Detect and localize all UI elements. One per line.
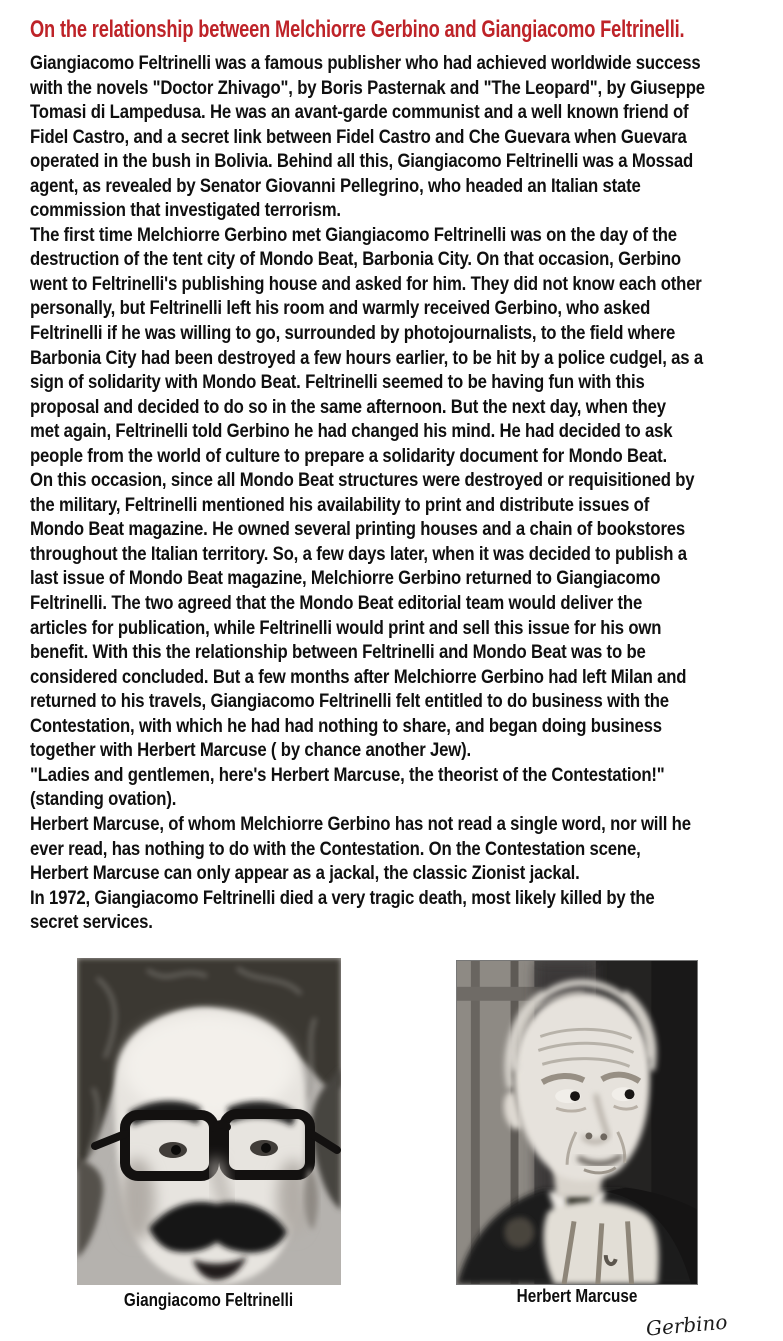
body-line: Tomasi di Lampedusa. He was an avant-garde communist and a well known friend of — [30, 102, 689, 124]
marcuse-photo — [456, 960, 698, 1285]
body-line: secret services. — [30, 912, 153, 934]
marcuse-caption — [456, 1286, 698, 1307]
body-line: ever read, has nothing to do with the Contestation. On the Contestation scene, — [30, 838, 641, 860]
body-line: sign of solidarity with Mondo Beat. Feltrinelli seemed to be having fun with this — [30, 372, 645, 394]
body-line: Feltrinelli if he was willing to go, surrounded by photojournalists, to the field where — [30, 323, 676, 345]
marcuse-caption-text: Herbert Marcuse — [516, 1286, 638, 1306]
body-line: "Ladies and gentlemen, here's Herbert Marcuse, the theorist of the Contestation!" — [30, 764, 665, 786]
body-line: last issue of Mondo Beat magazine, Melchiorre Gerbino returned to Giangiacomo — [30, 568, 661, 590]
body-line: The first time Melchiorre Gerbino met Giangiacomo Feltrinelli was on the day of the — [30, 224, 677, 246]
body-line: personally, but Feltrinelli left his room and warmly received Gerbino, who asked — [30, 298, 651, 320]
body-line: articles for publication, while Feltrinelli would print and sell this issue for his own — [30, 617, 662, 639]
body-line: returned to his travels, Giangiacomo Feltrinelli felt entitled to do business with the — [30, 691, 669, 713]
body-line: benefit. With this the relationship between Feltrinelli and Mondo Beat was to be — [30, 642, 646, 664]
body-line: Fidel Castro, and a secret link between Fidel Castro and Che Guevara when Guevara — [30, 126, 687, 148]
body-line: throughout the Italian territory. So, a few days later, when it was decided to publish a — [30, 543, 687, 565]
body-line: considered concluded. But a few months after Melchiorre Gerbino had left Milan and — [30, 666, 687, 688]
body-line: (standing ovation). — [30, 789, 177, 811]
feltrinelli-portrait-illustration — [77, 958, 341, 1285]
feltrinelli-photo — [77, 958, 341, 1285]
body-line: Feltrinelli. The two agreed that the Mondo Beat editorial team would deliver the — [30, 593, 643, 615]
body-line: with the novels "Doctor Zhivago", by Boris Pasternak and "The Leopard", by Giuseppe — [30, 77, 705, 99]
body-line: the military, Feltrinelli mentioned his availability to print and distribute issues of — [30, 494, 650, 516]
body-line: Herbert Marcuse, of whom Melchiorre Gerbino has not read a single word, nor will he — [30, 813, 691, 835]
marcuse-portrait-illustration — [457, 961, 697, 1284]
body-line: Herbert Marcuse can only appear as a jackal, the classic Zionist jackal. — [30, 863, 580, 885]
body-line: On this occasion, since all Mondo Beat structures were destroyed or requisitioned by — [30, 470, 695, 492]
body-line: proposal and decided to do so in the same afternoon. But the next day, when they — [30, 396, 666, 418]
page-title: On the relationship between Melchiorre Gerbino and Giangiacomo Feltrinelli. — [30, 16, 685, 43]
body-line: In 1972, Giangiacomo Feltrinelli died a very tragic death, most likely killed by the — [30, 887, 655, 909]
body-line: met again, Feltrinelli told Gerbino he had changed his mind. He had decided to ask — [30, 421, 673, 443]
body-line: together with Herbert Marcuse ( by chance another Jew). — [30, 740, 471, 762]
body-line: Giangiacomo Feltrinelli was a famous publisher who had achieved worldwide success — [30, 53, 701, 74]
feltrinelli-caption-text: Giangiacomo Feltrinelli — [124, 1290, 294, 1310]
signature-text: Gerbino — [645, 1309, 729, 1341]
body-line: Mondo Beat magazine. He owned several printing houses and a chain of bookstores — [30, 519, 686, 541]
body-line: operated in the bush in Bolivia. Behind all this, Giangiacomo Feltrinelli was a Mossad — [30, 151, 694, 173]
body-line: destruction of the tent city of Mondo Beat, Barbonia City. On that occasion, Gerbino — [30, 249, 681, 271]
body-line: Contestation, with which he had had nothing to share, and began doing business — [30, 715, 662, 737]
body-line: commission that investigated terrorism. — [30, 200, 341, 222]
article-body — [30, 52, 755, 936]
body-line: went to Feltrinelli's publishing house and asked for him. They did not know each other — [30, 273, 702, 295]
feltrinelli-caption — [77, 1290, 341, 1311]
body-line: people from the world of culture to prepare a solidarity document for Mondo Beat. — [30, 445, 667, 467]
gerbino-signature — [638, 1308, 738, 1341]
body-line: Barbonia City had been destroyed a few hours earlier, to be hit by a police cudgel, as a — [30, 347, 704, 369]
body-line: agent, as revealed by Senator Giovanni Pellegrino, who headed an Italian state — [30, 175, 641, 197]
